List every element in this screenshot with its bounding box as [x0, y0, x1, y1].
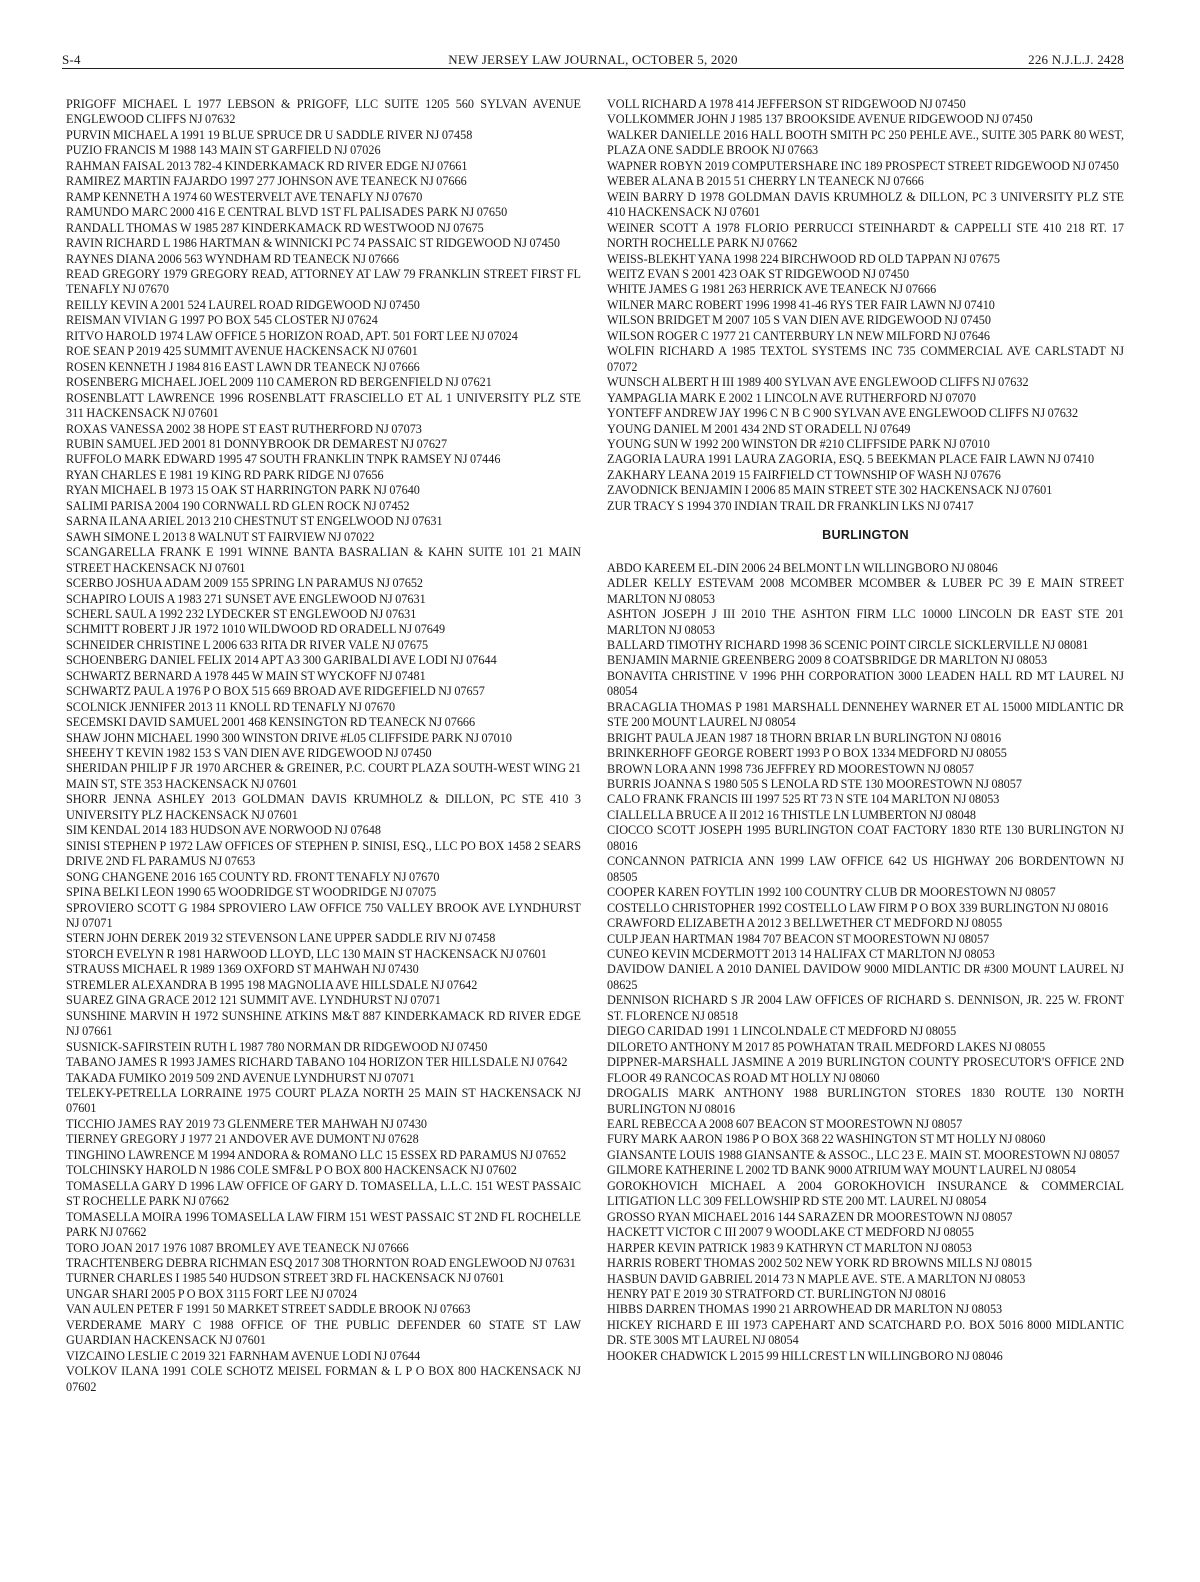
attorney-entry: ROXAS VANESSA 2002 38 HOPE ST EAST RUTHERFORD NJ 07073 [66, 421, 422, 436]
attorney-entry: SPINA BELKI LEON 1990 65 WOODRIDGE ST WOODRIDGE NJ 07075 [66, 885, 437, 900]
attorney-entry: STERN JOHN DEREK 2019 32 STEVENSON LANE UPPER SADDLE RIV NJ 07458 [66, 931, 496, 946]
attorney-entry: VIZCAINO LESLIE C 2019 321 FARNHAM AVENUE LODI NJ 07644 [66, 1348, 421, 1363]
attorney-entry: GOROKHOVICH MICHAEL A 2004 GOROKHOVICH INSURANCE & COMMERCIAL LITIGATION LLC 309 FELLOWSHIP RD STE 200 MT. LAUREL NJ 08054 [607, 1178, 1124, 1209]
page-number: S-4 [62, 52, 81, 67]
attorney-entry: PURVIN MICHAEL A 1991 19 BLUE SPRUCE DR U SADDLE RIVER NJ 07458 [66, 127, 473, 142]
attorney-entry: HOOKER CHADWICK L 2015 99 HILLCREST LN WILLINGBORO NJ 08046 [607, 1348, 1003, 1363]
attorney-entry: WHITE JAMES G 1981 263 HERRICK AVE TEANECK NJ 07666 [607, 282, 937, 297]
attorney-entry: SHERIDAN PHILIP F JR 1970 ARCHER & GREINER, P.C. COURT PLAZA SOUTH-WEST WING 21 MAIN ST, STE 353 HACKENSACK NJ 07601 [66, 761, 581, 791]
attorney-entry: DROGALIS MARK ANTHONY 1988 BURLINGTON STORES 1830 ROUTE 130 NORTH BURLINGTON NJ 08016 [607, 1086, 1124, 1116]
attorney-entry: RAVIN RICHARD L 1986 HARTMAN & WINNICKI PC 74 PASSAIC ST RIDGEWOOD NJ 07450 [66, 236, 560, 251]
attorney-entry: REISMAN VIVIAN G 1997 PO BOX 545 CLOSTER NJ 07624 [66, 313, 378, 328]
attorney-entry: SCANGARELLA FRANK E 1991 WINNE BANTA BASRALIAN & KAHN SUITE 101 21 MAIN STREET HACKENSACK NJ 07601 [66, 545, 581, 575]
attorney-entry: RITVO HAROLD 1974 LAW OFFICE 5 HORIZON ROAD, APT. 501 FORT LEE NJ 07024 [66, 328, 518, 343]
attorney-entry: HASBUN DAVID GABRIEL 2014 73 N MAPLE AVE. STE. A MARLTON NJ 08053 [607, 1271, 1026, 1286]
attorney-entry: RAMUNDO MARC 2000 416 E CENTRAL BLVD 1ST FL PALISADES PARK NJ 07650 [66, 205, 508, 220]
attorney-entry: SCHWARTZ PAUL A 1976 P O BOX 515 669 BROAD AVE RIDGEFIELD NJ 07657 [66, 684, 485, 699]
attorney-entry: HACKETT VICTOR C III 2007 9 WOODLAKE CT MEDFORD NJ 08055 [607, 1225, 974, 1240]
attorney-entry: SUNSHINE MARVIN H 1972 SUNSHINE ATKINS M&T 887 KINDERKAMACK RD RIVER EDGE NJ 07661 [66, 1008, 581, 1039]
attorney-entry: VOLKOV ILANA 1991 COLE SCHOTZ MEISEL FORMAN & L P O BOX 800 HACKENSACK NJ 07602 [66, 1364, 581, 1394]
attorney-entry: RAYNES DIANA 2006 563 WYNDHAM RD TEANECK NJ 07666 [66, 251, 399, 266]
attorney-entry: CUNEO KEVIN MCDERMOTT 2013 14 HALIFAX CT MARLTON NJ 08053 [607, 947, 995, 962]
attorney-entry: YONTEFF ANDREW JAY 1996 C N B C 900 SYLVAN AVE ENGLEWOOD CLIFFS NJ 07632 [607, 406, 1079, 421]
attorney-entry: COOPER KAREN FOYTLIN 1992 100 COUNTRY CLUB DR MOORESTOWN NJ 08057 [607, 885, 1056, 900]
attorney-entry: SIM KENDAL 2014 183 HUDSON AVE NORWOOD NJ 07648 [66, 823, 381, 838]
attorney-entry: SUAREZ GINA GRACE 2012 121 SUMMIT AVE. LYNDHURST NJ 07071 [66, 993, 441, 1008]
attorney-entry: WILNER MARC ROBERT 1996 1998 41-46 RYS TER FAIR LAWN NJ 07410 [607, 297, 995, 312]
attorney-entry: REILLY KEVIN A 2001 524 LAUREL ROAD RIDGEWOOD NJ 07450 [66, 297, 420, 312]
attorney-entry: BENJAMIN MARNIE GREENBERG 2009 8 COATSBRIDGE DR MARLTON NJ 08053 [607, 653, 1048, 668]
attorney-entry: WEISS-BLEKHT YANA 1998 224 BIRCHWOOD RD OLD TAPPAN NJ 07675 [607, 251, 1001, 266]
attorney-entry: ROSEN KENNETH J 1984 816 EAST LAWN DR TEANECK NJ 07666 [66, 359, 420, 374]
attorney-entry: TOMASELLA GARY D 1996 LAW OFFICE OF GARY D. TOMASELLA, L.L.C. 151 WEST PASSAIC ST ROCHELLE PARK NJ 07662 [66, 1178, 581, 1209]
attorney-entry: TABANO JAMES R 1993 JAMES RICHARD TABANO 104 HORIZON TER HILLSDALE NJ 07642 [66, 1055, 568, 1070]
attorney-entry: CALO FRANK FRANCIS III 1997 525 RT 73 N STE 104 MARLTON NJ 08053 [607, 792, 1000, 807]
right-column [607, 97, 1124, 1364]
attorney-entry: BONAVITA CHRISTINE V 1996 PHH CORPORATION 3000 LEADEN HALL RD MT LAUREL NJ 08054 [607, 668, 1124, 699]
attorney-entry: TINGHINO LAWRENCE M 1994 ANDORA & ROMANO LLC 15 ESSEX RD PARAMUS NJ 07652 [66, 1147, 567, 1162]
attorney-entry: SPROVIERO SCOTT G 1984 SPROVIERO LAW OFFICE 750 VALLEY BROOK AVE LYNDHURST NJ 07071 [66, 900, 581, 931]
attorney-entry: SALIMI PARISA 2004 190 CORNWALL RD GLEN ROCK NJ 07452 [66, 498, 410, 513]
attorney-entry: BRACAGLIA THOMAS P 1981 MARSHALL DENNEHEY WARNER ET AL 15000 MIDLANTIC DR STE 200 MOUNT LAUREL NJ 08054 [607, 699, 1124, 730]
attorney-entry: BRIGHT PAULA JEAN 1987 18 THORN BRIAR LN BURLINGTON NJ 08016 [607, 730, 1002, 745]
attorney-entry: SHORR JENNA ASHLEY 2013 GOLDMAN DAVIS KRUMHOLZ & DILLON, PC STE 410 3 UNIVERSITY PLZ HACKENSACK NJ 07601 [66, 792, 581, 822]
attorney-entry: READ GREGORY 1979 GREGORY READ, ATTORNEY AT LAW 79 FRANKLIN STREET FIRST FL TENAFLY NJ 07670 [66, 266, 581, 297]
attorney-entry: ZAVODNICK BENJAMIN I 2006 85 MAIN STREET STE 302 HACKENSACK NJ 07601 [607, 483, 1053, 498]
header-rule [62, 68, 1124, 69]
section-heading-burlington: BURLINGTON [822, 528, 909, 543]
attorney-entry: HICKEY RICHARD E III 1973 CAPEHART AND SCATCHARD P.O. BOX 5016 8000 MIDLANTIC DR. STE 300S MT LAUREL NJ 08054 [607, 1317, 1124, 1348]
attorney-entry: WALKER DANIELLE 2016 HALL BOOTH SMITH PC 250 PEHLE AVE., SUITE 305 PARK 80 WEST, PLAZA ONE SADDLE BROOK NJ 07663 [607, 127, 1124, 158]
attorney-entry: GROSSO RYAN MICHAEL 2016 144 SARAZEN DR MOORESTOWN NJ 08057 [607, 1209, 1013, 1224]
attorney-entry: SCHOENBERG DANIEL FELIX 2014 APT A3 300 GARIBALDI AVE LODI NJ 07644 [66, 653, 497, 668]
attorney-entry: COSTELLO CHRISTOPHER 1992 COSTELLO LAW FIRM P O BOX 339 BURLINGTON NJ 08016 [607, 900, 1109, 915]
attorney-entry: RUBIN SAMUEL JED 2001 81 DONNYBROOK DR DEMAREST NJ 07627 [66, 436, 448, 451]
attorney-entry: RAHMAN FAISAL 2013 782-4 KINDERKAMACK RD RIVER EDGE NJ 07661 [66, 158, 468, 173]
attorney-entry: SCHERL SAUL A 1992 232 LYDECKER ST ENGLEWOOD NJ 07631 [66, 606, 417, 621]
attorney-entry: SHAW JOHN MICHAEL 1990 300 WINSTON DRIVE #L05 CLIFFSIDE PARK NJ 07010 [66, 730, 512, 745]
attorney-entry: TURNER CHARLES I 1985 540 HUDSON STREET 3RD FL HACKENSACK NJ 07601 [66, 1271, 505, 1286]
attorney-entry: VOLL RICHARD A 1978 414 JEFFERSON ST RIDGEWOOD NJ 07450 [607, 97, 966, 111]
attorney-entry: CRAWFORD ELIZABETH A 2012 3 BELLWETHER CT MEDFORD NJ 08055 [607, 916, 1003, 931]
attorney-entry: STORCH EVELYN R 1981 HARWOOD LLOYD, LLC 130 MAIN ST HACKENSACK NJ 07601 [66, 946, 547, 961]
attorney-entry: SCERBO JOSHUA ADAM 2009 155 SPRING LN PARAMUS NJ 07652 [66, 576, 424, 591]
bergen-continued-list [607, 97, 1124, 514]
attorney-entry: YOUNG DANIEL M 2001 434 2ND ST ORADELL NJ 07649 [607, 421, 911, 436]
attorney-entry: BROWN LORA ANN 1998 736 JEFFREY RD MOORESTOWN NJ 08057 [607, 761, 974, 776]
attorney-entry: ZAKHARY LEANA 2019 15 FAIRFIELD CT TOWNSHIP OF WASH NJ 07676 [607, 467, 1001, 482]
attorney-entry: YAMPAGLIA MARK E 2002 1 LINCOLN AVE RUTHERFORD NJ 07070 [607, 390, 976, 405]
attorney-entry: STREMLER ALEXANDRA B 1995 198 MAGNOLIA AVE HILLSDALE NJ 07642 [66, 977, 478, 992]
attorney-entry: SCHMITT ROBERT J JR 1972 1010 WILDWOOD RD ORADELL NJ 07649 [66, 622, 446, 637]
attorney-entry: WILSON BRIDGET M 2007 105 S VAN DIEN AVE RIDGEWOOD NJ 07450 [607, 313, 991, 328]
attorney-entry: ZAGORIA LAURA 1991 LAURA ZAGORIA, ESQ. 5 BEEKMAN PLACE FAIR LAWN NJ 07410 [607, 452, 1095, 467]
attorney-entry: HIBBS DARREN THOMAS 1990 21 ARROWHEAD DR MARLTON NJ 08053 [607, 1302, 1003, 1317]
publication-title: NEW JERSEY LAW JOURNAL, OCTOBER 5, 2020 [448, 52, 738, 67]
attorney-entry: WEBER ALANA B 2015 51 CHERRY LN TEANECK NJ 07666 [607, 174, 924, 189]
attorney-entry: WAPNER ROBYN 2019 COMPUTERSHARE INC 189 PROSPECT STREET RIDGEWOOD NJ 07450 [607, 158, 1119, 173]
attorney-entry: RUFFOLO MARK EDWARD 1995 47 SOUTH FRANKLIN TNPK RAMSEY NJ 07446 [66, 452, 501, 467]
attorney-entry: GILMORE KATHERINE L 2002 TD BANK 9000 ATRIUM WAY MOUNT LAUREL NJ 08054 [607, 1163, 1076, 1178]
attorney-entry: TOLCHINSKY HAROLD N 1986 COLE SMF&L P O BOX 800 HACKENSACK NJ 07602 [66, 1163, 517, 1178]
attorney-entry: ROE SEAN P 2019 425 SUMMIT AVENUE HACKENSACK NJ 07601 [66, 344, 418, 359]
attorney-entry: YOUNG SUN W 1992 200 WINSTON DR #210 CLIFFSIDE PARK NJ 07010 [607, 436, 990, 451]
attorney-entry: UNGAR SHARI 2005 P O BOX 3115 FORT LEE NJ 07024 [66, 1286, 358, 1301]
attorney-entry: SAWH SIMONE L 2013 8 WALNUT ST FAIRVIEW NJ 07022 [66, 529, 375, 544]
attorney-entry: ABDO KAREEM EL-DIN 2006 24 BELMONT LN WILLINGBORO NJ 08046 [607, 560, 998, 575]
attorney-entry: ADLER KELLY ESTEVAM 2008 MCOMBER MCOMBER & LUBER PC 39 E MAIN STREET MARLTON NJ 08053 [607, 576, 1124, 606]
attorney-entry: SCHWARTZ BERNARD A 1978 445 W MAIN ST WYCKOFF NJ 07481 [66, 668, 426, 683]
attorney-entry: CONCANNON PATRICIA ANN 1999 LAW OFFICE 642 US HIGHWAY 206 BORDENTOWN NJ 08505 [607, 854, 1124, 884]
attorney-entry: STRAUSS MICHAEL R 1989 1369 OXFORD ST MAHWAH NJ 07430 [66, 962, 419, 977]
attorney-entry: ZUR TRACY S 1994 370 INDIAN TRAIL DR FRANKLIN LKS NJ 07417 [607, 498, 974, 513]
attorney-entry: RANDALL THOMAS W 1985 287 KINDERKAMACK RD WESTWOOD NJ 07675 [66, 220, 484, 235]
attorney-entry: RAMIREZ MARTIN FAJARDO 1997 277 JOHNSON AVE TEANECK NJ 07666 [66, 174, 467, 189]
attorney-entry: SHEEHY T KEVIN 1982 153 S VAN DIEN AVE RIDGEWOOD NJ 07450 [66, 746, 432, 761]
attorney-entry: RYAN CHARLES E 1981 19 KING RD PARK RIDGE NJ 07656 [66, 467, 384, 482]
attorney-entry: TRACHTENBERG DEBRA RICHMAN ESQ 2017 308 THORNTON ROAD ENGLEWOOD NJ 07631 [66, 1255, 576, 1270]
attorney-entry: EARL REBECCA A 2008 607 BEACON ST MOORESTOWN NJ 08057 [607, 1117, 963, 1131]
attorney-entry: FURY MARK AARON 1986 P O BOX 368 22 WASHINGTON ST MT HOLLY NJ 08060 [607, 1132, 1046, 1147]
attorney-entry: SONG CHANGENE 2016 165 COUNTY RD. FRONT TENAFLY NJ 07670 [66, 869, 440, 884]
attorney-entry: HARPER KEVIN PATRICK 1983 9 KATHRYN CT MARLTON NJ 08053 [607, 1240, 972, 1255]
attorney-entry: HENRY PAT E 2019 30 STRATFORD CT. BURLINGTON NJ 08016 [607, 1286, 946, 1301]
attorney-entry: SCHNEIDER CHRISTINE L 2006 633 RITA DR RIVER VALE NJ 07675 [66, 637, 429, 652]
attorney-entry: ROSENBLATT LAWRENCE 1996 ROSENBLATT FRASCIELLO ET AL 1 UNIVERSITY PLZ STE 311 HACKENSACK NJ 07601 [66, 390, 581, 421]
burlington-list [607, 561, 1124, 1365]
attorney-entry: CIOCCO SCOTT JOSEPH 1995 BURLINGTON COAT FACTORY 1830 RTE 130 BURLINGTON NJ 08016 [607, 823, 1124, 853]
attorney-entry: DAVIDOW DANIEL A 2010 DANIEL DAVIDOW 9000 MIDLANTIC DR #300 MOUNT LAUREL NJ 08625 [607, 962, 1124, 992]
attorney-entry: TELEKY-PETRELLA LORRAINE 1975 COURT PLAZA NORTH 25 MAIN ST HACKENSACK NJ 07601 [66, 1086, 581, 1116]
attorney-entry: DENNISON RICHARD S JR 2004 LAW OFFICES OF RICHARD S. DENNISON, JR. 225 W. FRONT ST. FLORENCE NJ 08518 [607, 993, 1124, 1023]
attorney-entry: DILORETO ANTHONY M 2017 85 POWHATAN TRAIL MEDFORD LAKES NJ 08055 [607, 1039, 1046, 1054]
attorney-entry: PUZIO FRANCIS M 1988 143 MAIN ST GARFIELD NJ 07026 [66, 143, 381, 158]
attorney-entry: SECEMSKI DAVID SAMUEL 2001 468 KENSINGTON RD TEANECK NJ 07666 [66, 715, 476, 730]
left-column [66, 97, 581, 1395]
attorney-entry: BURRIS JOANNA S 1980 505 S LENOLA RD STE 130 MOORESTOWN NJ 08057 [607, 777, 1022, 792]
attorney-entry: RYAN MICHAEL B 1973 15 OAK ST HARRINGTON PARK NJ 07640 [66, 483, 420, 498]
attorney-entry: VERDERAME MARY C 1988 OFFICE OF THE PUBLIC DEFENDER 60 STATE ST LAW GUARDIAN HACKENSACK NJ 07601 [66, 1317, 581, 1348]
attorney-entry: SCOLNICK JENNIFER 2013 11 KNOLL RD TENAFLY NJ 07670 [66, 699, 396, 714]
page-header [62, 52, 1124, 72]
attorney-entry: VOLLKOMMER JOHN J 1985 137 BROOKSIDE AVENUE RIDGEWOOD NJ 07450 [607, 112, 1033, 127]
attorney-entry: ASHTON JOSEPH J III 2010 THE ASHTON FIRM LLC 10000 LINCOLN DR EAST STE 201 MARLTON NJ 08053 [607, 607, 1124, 637]
attorney-entry: TIERNEY GREGORY J 1977 21 ANDOVER AVE DUMONT NJ 07628 [66, 1132, 419, 1147]
attorney-entry: DIPPNER-MARSHALL JASMINE A 2019 BURLINGTON COUNTY PROSECUTOR'S OFFICE 2ND FLOOR 49 RANCOCAS ROAD MT HOLLY NJ 08060 [607, 1055, 1124, 1085]
attorney-entry: PRIGOFF MICHAEL L 1977 LEBSON & PRIGOFF, LLC SUITE 1205 560 SYLVAN AVENUE ENGLEWOOD CLIFFS NJ 07632 [66, 97, 581, 127]
attorney-entry: WEINER SCOTT A 1978 FLORIO PERRUCCI STEINHARDT & CAPPELLI STE 410 218 RT. 17 NORTH ROCHELLE PARK NJ 07662 [607, 220, 1124, 251]
attorney-entry: TOMASELLA MOIRA 1996 TOMASELLA LAW FIRM 151 WEST PASSAIC ST 2ND FL ROCHELLE PARK NJ 07662 [66, 1209, 581, 1240]
attorney-entry: SUSNICK-SAFIRSTEIN RUTH L 1987 780 NORMAN DR RIDGEWOOD NJ 07450 [66, 1039, 488, 1054]
attorney-entry: VAN AULEN PETER F 1991 50 MARKET STREET SADDLE BROOK NJ 07663 [66, 1302, 471, 1317]
attorney-entry: RAMP KENNETH A 1974 60 WESTERVELT AVE TENAFLY NJ 07670 [66, 189, 423, 204]
attorney-entry: HARRIS ROBERT THOMAS 2002 502 NEW YORK RD BROWNS MILLS NJ 08015 [607, 1256, 1032, 1271]
attorney-entry: WUNSCH ALBERT H III 1989 400 SYLVAN AVE ENGLEWOOD CLIFFS NJ 07632 [607, 375, 1029, 390]
attorney-entry: SINISI STEPHEN P 1972 LAW OFFICES OF STEPHEN P. SINISI, ESQ., LLC PO BOX 1458 2 SEARS DRIVE 2ND FL PARAMUS NJ 07653 [66, 838, 581, 869]
attorney-entry: WEITZ EVAN S 2001 423 OAK ST RIDGEWOOD NJ 07450 [607, 266, 910, 281]
attorney-entry: SCHAPIRO LOUIS A 1983 271 SUNSET AVE ENGLEWOOD NJ 07631 [66, 591, 426, 606]
attorney-entry: DIEGO CARIDAD 1991 1 LINCOLNDALE CT MEDFORD NJ 08055 [607, 1024, 957, 1039]
attorney-entry: GIANSANTE LOUIS 1988 GIANSANTE & ASSOC., LLC 23 E. MAIN ST. MOORESTOWN NJ 08057 [607, 1147, 1120, 1162]
attorney-entry: CIALLELLA BRUCE A II 2012 16 THISTLE LN LUMBERTON NJ 08048 [607, 807, 976, 822]
attorney-entry: TICCHIO JAMES RAY 2019 73 GLENMERE TER MAHWAH NJ 07430 [66, 1116, 428, 1131]
attorney-entry: TORO JOAN 2017 1976 1087 BROMLEY AVE TEANECK NJ 07666 [66, 1240, 409, 1255]
citation: 226 N.J.L.J. 2428 [1028, 52, 1124, 67]
attorney-entry: SARNA ILANA ARIEL 2013 210 CHESTNUT ST ENGELWOOD NJ 07631 [66, 514, 443, 529]
attorney-entry: WEIN BARRY D 1978 GOLDMAN DAVIS KRUMHOLZ & DILLON, PC 3 UNIVERSITY PLZ STE 410 HACKENSACK NJ 07601 [607, 189, 1124, 220]
attorney-entry: WILSON ROGER C 1977 21 CANTERBURY LN NEW MILFORD NJ 07646 [607, 328, 990, 343]
attorney-entry: TAKADA FUMIKO 2019 509 2ND AVENUE LYNDHURST NJ 07071 [66, 1070, 415, 1085]
attorney-entry: BRINKERHOFF GEORGE ROBERT 1993 P O BOX 1334 MEDFORD NJ 08055 [607, 746, 1007, 761]
attorney-entry: WOLFIN RICHARD A 1985 TEXTOL SYSTEMS INC 735 COMMERCIAL AVE CARLSTADT NJ 07072 [607, 344, 1124, 374]
attorney-entry: BALLARD TIMOTHY RICHARD 1998 36 SCENIC POINT CIRCLE SICKLERVILLE NJ 08081 [607, 637, 1089, 652]
attorney-entry: ROSENBERG MICHAEL JOEL 2009 110 CAMERON RD BERGENFIELD NJ 07621 [66, 375, 492, 390]
attorney-entry: CULP JEAN HARTMAN 1984 707 BEACON ST MOORESTOWN NJ 08057 [607, 931, 990, 946]
